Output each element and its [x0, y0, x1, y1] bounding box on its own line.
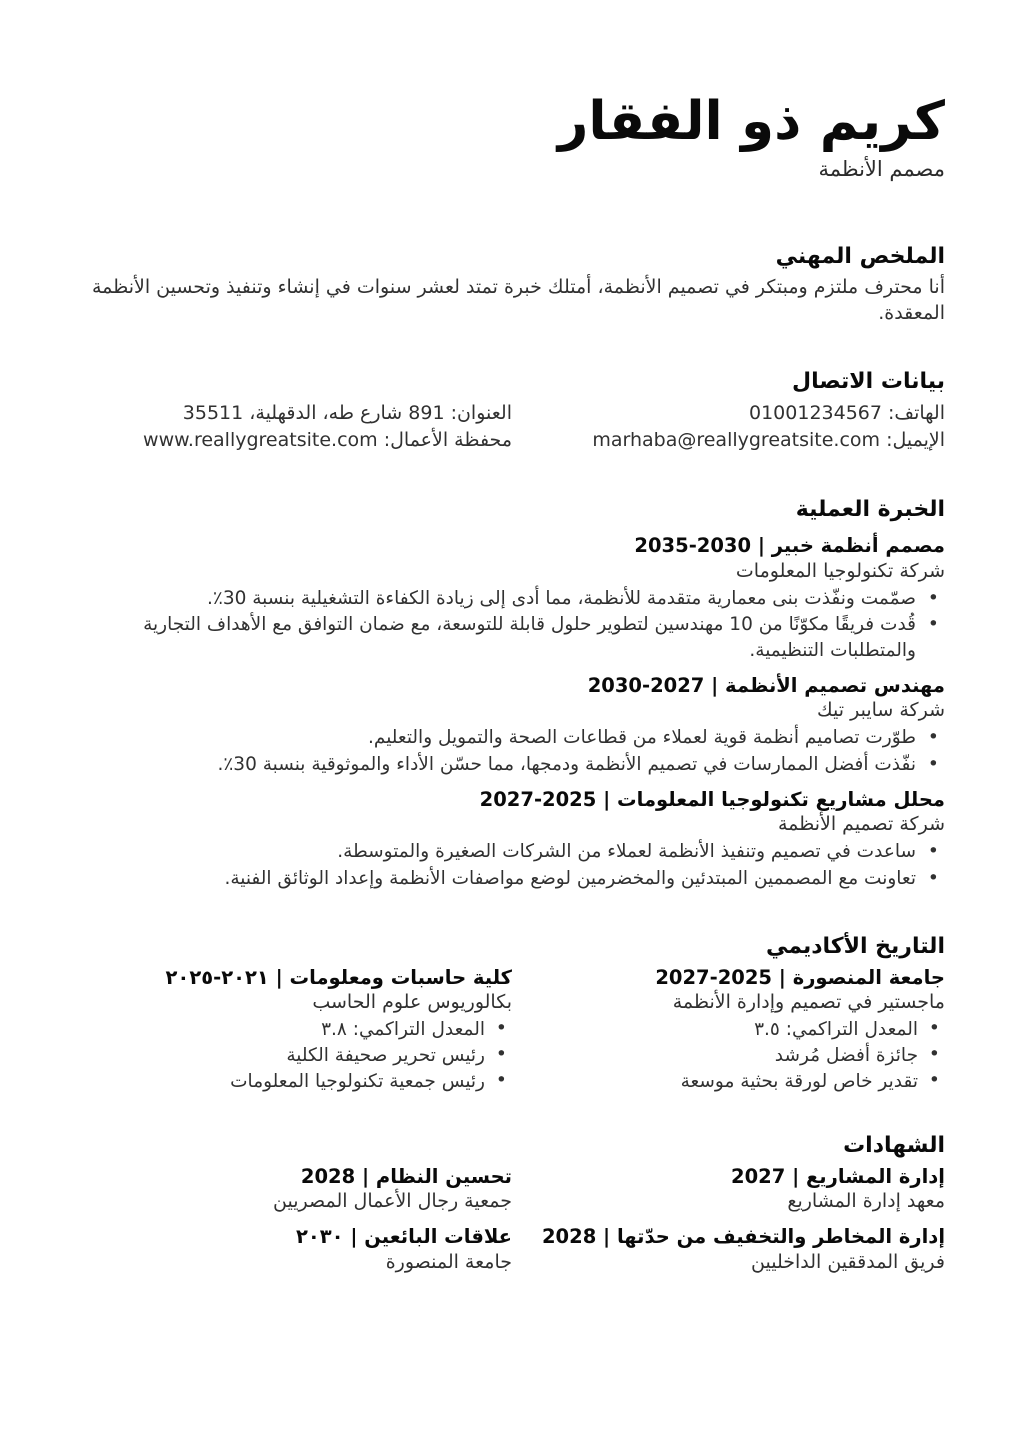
certifications-grid — [79, 1164, 945, 1275]
experience-bullet: • ساعدت في تصميم وتنفيذ الأنظمة لعملاء من الشركات الصغيرة والمتوسطة. — [79, 839, 945, 864]
education-bullet-list — [79, 1017, 512, 1094]
contact-portfolio: محفظة الأعمال: www.reallygreatsite.com — [143, 428, 512, 451]
education-degree: بكالوريوس علوم الحاسب — [312, 990, 512, 1013]
education-grid — [79, 965, 945, 1095]
section-title-certifications: الشهادات — [843, 1133, 945, 1159]
certification-entry — [512, 1224, 945, 1274]
certifications-section — [79, 1132, 945, 1274]
experience-company: شركة تصميم الأنظمة — [777, 813, 945, 836]
contact-column-left — [512, 400, 945, 454]
education-column-right — [79, 965, 512, 1095]
education-entry — [79, 965, 512, 1095]
experience-entry — [79, 533, 945, 662]
education-bullet: • المعدل التراكمي: ٣.٥ — [512, 1017, 945, 1042]
summary-text: أنا محترف ملتزم ومبتكر في تصميم الأنظمة، أمتلك خبرة تمتد لعشر سنوات في إنشاء وتنفيذ وتحسين الأنظمة المعقدة. — [91, 276, 945, 325]
certification-entry — [79, 1224, 512, 1274]
experience-company: شركة سايبر تيك — [817, 699, 945, 722]
experience-bullet: • طوّرت تصاميم أنظمة قوية لعملاء من قطاعات الصحة والتمويل والتعليم. — [79, 725, 945, 750]
section-title-experience: الخبرة العملية — [795, 496, 945, 522]
certification-heading: علاقات البائعين | ٢٠٣٠ — [295, 1225, 512, 1249]
education-bullet-list — [512, 1017, 945, 1094]
candidate-name: كريم ذو الفقار — [557, 91, 945, 152]
experience-bullet-list — [79, 725, 945, 777]
education-column-left — [512, 965, 945, 1095]
education-entry — [512, 965, 945, 1095]
contact-phone: الهاتف: 01001234567 — [749, 401, 945, 424]
experience-entry — [79, 673, 945, 777]
experience-heading: مهندس تصميم الأنظمة | 2027-2030 — [587, 673, 945, 697]
certification-heading: تحسين النظام | 2028 — [300, 1164, 512, 1188]
education-heading: كلية حاسبات ومعلومات | ٢٠٢١-٢٠٢٥ — [165, 965, 512, 989]
certification-issuer: معهد إدارة المشاريع — [787, 1190, 945, 1213]
certification-issuer: جمعية رجال الأعمال المصريين — [273, 1190, 512, 1213]
contact-address: العنوان: 891 شارع طه، الدقهلية، 35511 — [182, 401, 512, 424]
contact-email: الإيميل: marhaba@reallygreatsite.com — [592, 428, 945, 451]
resume-header — [79, 0, 945, 183]
certification-issuer: جامعة المنصورة — [385, 1250, 512, 1273]
professional-summary-section — [79, 243, 945, 327]
education-bullet: • جائزة أفضل مُرشد — [512, 1043, 945, 1068]
experience-bullet: • قُدت فريقًا مكوّنًا من 10 مهندسين لتطوير حلول قابلة للتوسعة، مع ضمان التوافق مع الأهداف التجارية والمتطلبات التنظيمية. — [79, 612, 945, 663]
certification-heading: إدارة المخاطر والتخفيف من حدّتها | 2028 — [541, 1225, 945, 1249]
education-bullet: • تقدير خاص لورقة بحثية موسعة — [512, 1069, 945, 1094]
experience-bullet: • نفّذت أفضل الممارسات في تصميم الأنظمة ودمجها، مما حسّن الأداء والموثوقية بنسبة 30٪. — [79, 752, 945, 777]
experience-company: شركة تكنولوجيا المعلومات — [735, 559, 945, 582]
work-experience-section — [79, 496, 945, 891]
section-title-contact: بيانات الاتصال — [791, 369, 945, 395]
certification-heading: إدارة المشاريع | 2027 — [731, 1164, 945, 1188]
experience-bullet: • صمّمت ونفّذت بنى معمارية متقدمة للأنظمة، مما أدى إلى زيادة الكفاءة التشغيلية بنسبة 30٪. — [79, 586, 945, 611]
experience-bullet-list — [79, 839, 945, 891]
certification-issuer: فريق المدققين الداخليين — [751, 1250, 945, 1273]
certifications-column-right — [79, 1164, 512, 1275]
experience-heading: محلل مشاريع تكنولوجيا المعلومات | 2025-2027 — [479, 787, 945, 811]
contact-column-right — [79, 400, 512, 454]
section-title-education: التاريخ الأكاديمي — [765, 934, 945, 960]
education-heading: جامعة المنصورة | 2025-2027 — [655, 965, 945, 989]
education-bullet: • رئيس جمعية تكنولوجيا المعلومات — [79, 1069, 512, 1094]
education-section — [79, 933, 945, 1094]
experience-bullet-list — [79, 586, 945, 663]
contact-grid — [79, 400, 945, 454]
section-title-summary: الملخص المهني — [775, 243, 945, 269]
certifications-column-left — [512, 1164, 945, 1275]
certification-entry — [512, 1164, 945, 1214]
experience-bullet: • تعاونت مع المصممين المبتدئين والمخضرمين لوضع مواصفات الأنظمة وإعداد الوثائق الفنية. — [79, 866, 945, 891]
experience-heading: مصمم أنظمة خبير | 2030-2035 — [634, 534, 945, 558]
education-bullet: • المعدل التراكمي: ٣.٨ — [79, 1017, 512, 1042]
education-degree: ماجستير في تصميم وإدارة الأنظمة — [672, 990, 945, 1013]
contact-section — [79, 368, 945, 453]
experience-entry — [79, 787, 945, 891]
candidate-job-title: مصمم الأنظمة — [818, 157, 945, 182]
education-bullet: • رئيس تحرير صحيفة الكلية — [79, 1043, 512, 1068]
certification-entry — [79, 1164, 512, 1214]
